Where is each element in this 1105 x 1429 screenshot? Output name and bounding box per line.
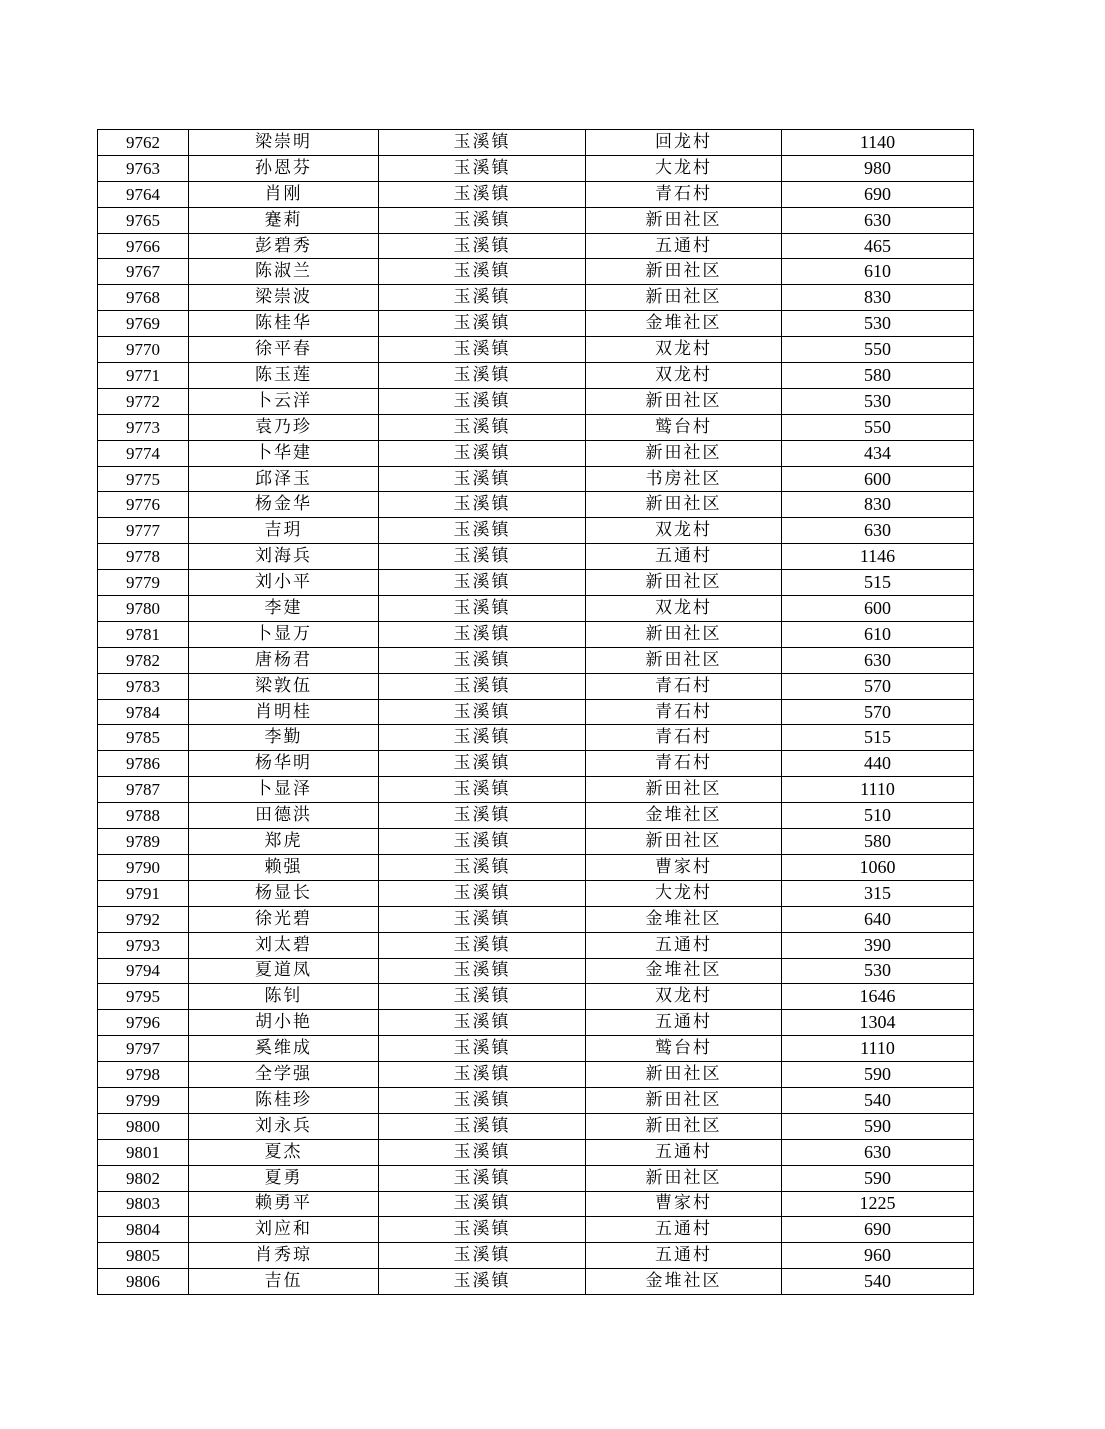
cell-amount: 590	[782, 1113, 974, 1139]
cell-name: 杨华明	[189, 751, 379, 777]
cell-number: 9771	[98, 363, 189, 389]
cell-number: 9781	[98, 621, 189, 647]
cell-number: 9803	[98, 1191, 189, 1217]
cell-village: 新田社区	[586, 829, 782, 855]
cell-amount: 580	[782, 829, 974, 855]
cell-amount: 630	[782, 1139, 974, 1165]
cell-village: 青石村	[586, 725, 782, 751]
cell-number: 9795	[98, 984, 189, 1010]
cell-name: 杨显长	[189, 880, 379, 906]
cell-name: 田德洪	[189, 803, 379, 829]
cell-village: 新田社区	[586, 1062, 782, 1088]
cell-amount: 530	[782, 311, 974, 337]
cell-name: 赖强	[189, 854, 379, 880]
cell-village: 青石村	[586, 673, 782, 699]
table-row	[98, 725, 974, 751]
cell-name: 刘永兵	[189, 1113, 379, 1139]
cell-amount: 510	[782, 803, 974, 829]
table-row	[98, 233, 974, 259]
table-row	[98, 906, 974, 932]
table-row	[98, 1036, 974, 1062]
cell-name: 奚维成	[189, 1036, 379, 1062]
cell-name: 孙恩芬	[189, 155, 379, 181]
cell-number: 9790	[98, 854, 189, 880]
cell-number: 9791	[98, 880, 189, 906]
table-row	[98, 829, 974, 855]
cell-village: 新田社区	[586, 1165, 782, 1191]
cell-amount: 570	[782, 673, 974, 699]
cell-town: 玉溪镇	[379, 181, 586, 207]
cell-town: 玉溪镇	[379, 854, 586, 880]
cell-town: 玉溪镇	[379, 958, 586, 984]
cell-amount: 530	[782, 958, 974, 984]
data-table	[97, 129, 974, 1295]
cell-town: 玉溪镇	[379, 259, 586, 285]
cell-number: 9768	[98, 285, 189, 311]
cell-name: 陈玉莲	[189, 363, 379, 389]
cell-town: 玉溪镇	[379, 155, 586, 181]
cell-town: 玉溪镇	[379, 1165, 586, 1191]
cell-town: 玉溪镇	[379, 1062, 586, 1088]
cell-name: 陈桂珍	[189, 1087, 379, 1113]
cell-village: 大龙村	[586, 155, 782, 181]
cell-village: 金堆社区	[586, 906, 782, 932]
table-row	[98, 1191, 974, 1217]
cell-village: 回龙村	[586, 130, 782, 156]
cell-town: 玉溪镇	[379, 1243, 586, 1269]
cell-number: 9794	[98, 958, 189, 984]
table-row	[98, 311, 974, 337]
table-row	[98, 1165, 974, 1191]
cell-amount: 465	[782, 233, 974, 259]
cell-amount: 580	[782, 363, 974, 389]
table-row	[98, 544, 974, 570]
cell-number: 9776	[98, 492, 189, 518]
cell-amount: 640	[782, 906, 974, 932]
cell-number: 9779	[98, 570, 189, 596]
cell-amount: 550	[782, 414, 974, 440]
cell-number: 9770	[98, 337, 189, 363]
cell-village: 新田社区	[586, 259, 782, 285]
table-row	[98, 854, 974, 880]
cell-town: 玉溪镇	[379, 285, 586, 311]
cell-name: 梁崇波	[189, 285, 379, 311]
cell-name: 卜显万	[189, 621, 379, 647]
cell-name: 邱泽玉	[189, 466, 379, 492]
table-row	[98, 181, 974, 207]
cell-amount: 610	[782, 621, 974, 647]
cell-village: 新田社区	[586, 570, 782, 596]
cell-town: 玉溪镇	[379, 492, 586, 518]
cell-town: 玉溪镇	[379, 130, 586, 156]
cell-name: 肖秀琼	[189, 1243, 379, 1269]
cell-town: 玉溪镇	[379, 725, 586, 751]
cell-amount: 1304	[782, 1010, 974, 1036]
cell-village: 新田社区	[586, 777, 782, 803]
cell-number: 9798	[98, 1062, 189, 1088]
cell-number: 9773	[98, 414, 189, 440]
cell-number: 9796	[98, 1010, 189, 1036]
cell-amount: 1060	[782, 854, 974, 880]
cell-amount: 390	[782, 932, 974, 958]
cell-amount: 690	[782, 1217, 974, 1243]
cell-amount: 590	[782, 1165, 974, 1191]
cell-name: 陈钊	[189, 984, 379, 1010]
cell-village: 青石村	[586, 751, 782, 777]
cell-town: 玉溪镇	[379, 1113, 586, 1139]
cell-village: 双龙村	[586, 337, 782, 363]
cell-amount: 1646	[782, 984, 974, 1010]
cell-village: 新田社区	[586, 1113, 782, 1139]
cell-town: 玉溪镇	[379, 207, 586, 233]
table-row	[98, 337, 974, 363]
table-row	[98, 1269, 974, 1295]
cell-amount: 980	[782, 155, 974, 181]
cell-name: 胡小艳	[189, 1010, 379, 1036]
table-row	[98, 596, 974, 622]
table-row	[98, 1113, 974, 1139]
cell-town: 玉溪镇	[379, 984, 586, 1010]
cell-village: 金堆社区	[586, 803, 782, 829]
cell-name: 梁崇明	[189, 130, 379, 156]
cell-town: 玉溪镇	[379, 1036, 586, 1062]
cell-name: 陈桂华	[189, 311, 379, 337]
cell-number: 9783	[98, 673, 189, 699]
cell-town: 玉溪镇	[379, 440, 586, 466]
cell-number: 9792	[98, 906, 189, 932]
cell-number: 9764	[98, 181, 189, 207]
table-row	[98, 984, 974, 1010]
cell-village: 五通村	[586, 233, 782, 259]
cell-number: 9802	[98, 1165, 189, 1191]
cell-village: 青石村	[586, 699, 782, 725]
cell-name: 全学强	[189, 1062, 379, 1088]
cell-number: 9805	[98, 1243, 189, 1269]
cell-name: 李勤	[189, 725, 379, 751]
cell-amount: 434	[782, 440, 974, 466]
cell-name: 夏道凤	[189, 958, 379, 984]
table-row	[98, 570, 974, 596]
cell-amount: 960	[782, 1243, 974, 1269]
cell-town: 玉溪镇	[379, 388, 586, 414]
cell-amount: 1140	[782, 130, 974, 156]
cell-town: 玉溪镇	[379, 466, 586, 492]
cell-village: 五通村	[586, 1243, 782, 1269]
cell-village: 书房社区	[586, 466, 782, 492]
cell-name: 刘海兵	[189, 544, 379, 570]
table-row	[98, 130, 974, 156]
cell-town: 玉溪镇	[379, 1087, 586, 1113]
cell-name: 郑虎	[189, 829, 379, 855]
cell-name: 刘应和	[189, 1217, 379, 1243]
cell-amount: 610	[782, 259, 974, 285]
cell-amount: 830	[782, 285, 974, 311]
table-row	[98, 1010, 974, 1036]
cell-name: 杨金华	[189, 492, 379, 518]
cell-amount: 690	[782, 181, 974, 207]
cell-town: 玉溪镇	[379, 803, 586, 829]
table-row	[98, 207, 974, 233]
cell-amount: 570	[782, 699, 974, 725]
cell-amount: 440	[782, 751, 974, 777]
cell-name: 卜显泽	[189, 777, 379, 803]
cell-number: 9801	[98, 1139, 189, 1165]
cell-village: 青石村	[586, 181, 782, 207]
cell-town: 玉溪镇	[379, 647, 586, 673]
cell-town: 玉溪镇	[379, 880, 586, 906]
cell-town: 玉溪镇	[379, 1010, 586, 1036]
cell-name: 肖刚	[189, 181, 379, 207]
table-row	[98, 777, 974, 803]
cell-amount: 600	[782, 596, 974, 622]
cell-town: 玉溪镇	[379, 932, 586, 958]
cell-village: 五通村	[586, 1010, 782, 1036]
cell-name: 唐杨君	[189, 647, 379, 673]
cell-name: 刘小平	[189, 570, 379, 596]
cell-village: 双龙村	[586, 984, 782, 1010]
cell-number: 9777	[98, 518, 189, 544]
cell-amount: 630	[782, 207, 974, 233]
table-row	[98, 1139, 974, 1165]
cell-village: 新田社区	[586, 492, 782, 518]
table-row	[98, 803, 974, 829]
cell-name: 夏杰	[189, 1139, 379, 1165]
cell-village: 曹家村	[586, 1191, 782, 1217]
cell-name: 肖明桂	[189, 699, 379, 725]
cell-amount: 630	[782, 647, 974, 673]
cell-amount: 590	[782, 1062, 974, 1088]
table-row	[98, 699, 974, 725]
table-row	[98, 259, 974, 285]
table-row	[98, 958, 974, 984]
table-row	[98, 1217, 974, 1243]
cell-amount: 1146	[782, 544, 974, 570]
cell-town: 玉溪镇	[379, 1139, 586, 1165]
cell-village: 五通村	[586, 544, 782, 570]
cell-town: 玉溪镇	[379, 414, 586, 440]
cell-village: 双龙村	[586, 363, 782, 389]
cell-name: 赖勇平	[189, 1191, 379, 1217]
cell-name: 吉玥	[189, 518, 379, 544]
cell-number: 9793	[98, 932, 189, 958]
cell-name: 刘太碧	[189, 932, 379, 958]
cell-town: 玉溪镇	[379, 363, 586, 389]
cell-number: 9806	[98, 1269, 189, 1295]
cell-town: 玉溪镇	[379, 311, 586, 337]
cell-village: 五通村	[586, 932, 782, 958]
cell-village: 新田社区	[586, 1087, 782, 1113]
table-row	[98, 466, 974, 492]
cell-village: 金堆社区	[586, 311, 782, 337]
cell-name: 李建	[189, 596, 379, 622]
table-body	[98, 130, 974, 1295]
cell-village: 鹫台村	[586, 1036, 782, 1062]
cell-name: 徐平春	[189, 337, 379, 363]
cell-number: 9766	[98, 233, 189, 259]
table-row	[98, 647, 974, 673]
cell-number: 9763	[98, 155, 189, 181]
cell-town: 玉溪镇	[379, 777, 586, 803]
cell-village: 鹫台村	[586, 414, 782, 440]
table-row	[98, 751, 974, 777]
table-row	[98, 388, 974, 414]
cell-name: 袁乃珍	[189, 414, 379, 440]
cell-name: 陈淑兰	[189, 259, 379, 285]
cell-number: 9762	[98, 130, 189, 156]
cell-name: 夏勇	[189, 1165, 379, 1191]
cell-amount: 630	[782, 518, 974, 544]
cell-number: 9799	[98, 1087, 189, 1113]
cell-town: 玉溪镇	[379, 673, 586, 699]
cell-town: 玉溪镇	[379, 518, 586, 544]
cell-number: 9774	[98, 440, 189, 466]
table-row	[98, 492, 974, 518]
cell-amount: 1110	[782, 1036, 974, 1062]
cell-town: 玉溪镇	[379, 544, 586, 570]
table-row	[98, 440, 974, 466]
cell-number: 9789	[98, 829, 189, 855]
cell-name: 梁敦伍	[189, 673, 379, 699]
table-row	[98, 155, 974, 181]
cell-name: 卜华建	[189, 440, 379, 466]
cell-number: 9784	[98, 699, 189, 725]
cell-village: 双龙村	[586, 518, 782, 544]
cell-town: 玉溪镇	[379, 829, 586, 855]
cell-number: 9772	[98, 388, 189, 414]
cell-amount: 540	[782, 1087, 974, 1113]
table-row	[98, 518, 974, 544]
cell-village: 新田社区	[586, 207, 782, 233]
cell-town: 玉溪镇	[379, 1217, 586, 1243]
cell-town: 玉溪镇	[379, 699, 586, 725]
cell-town: 玉溪镇	[379, 1191, 586, 1217]
cell-village: 五通村	[586, 1139, 782, 1165]
cell-town: 玉溪镇	[379, 906, 586, 932]
cell-number: 9775	[98, 466, 189, 492]
cell-town: 玉溪镇	[379, 570, 586, 596]
cell-village: 新田社区	[586, 621, 782, 647]
cell-town: 玉溪镇	[379, 1269, 586, 1295]
cell-amount: 530	[782, 388, 974, 414]
cell-number: 9780	[98, 596, 189, 622]
cell-amount: 1225	[782, 1191, 974, 1217]
cell-village: 新田社区	[586, 388, 782, 414]
cell-amount: 550	[782, 337, 974, 363]
cell-number: 9800	[98, 1113, 189, 1139]
cell-number: 9804	[98, 1217, 189, 1243]
cell-village: 新田社区	[586, 285, 782, 311]
cell-number: 9785	[98, 725, 189, 751]
cell-amount: 540	[782, 1269, 974, 1295]
table-row	[98, 363, 974, 389]
table-row	[98, 621, 974, 647]
table-row	[98, 285, 974, 311]
cell-number: 9788	[98, 803, 189, 829]
cell-amount: 830	[782, 492, 974, 518]
table-row	[98, 414, 974, 440]
cell-village: 新田社区	[586, 440, 782, 466]
cell-village: 曹家村	[586, 854, 782, 880]
cell-number: 9767	[98, 259, 189, 285]
table-row	[98, 932, 974, 958]
cell-village: 金堆社区	[586, 958, 782, 984]
cell-amount: 515	[782, 725, 974, 751]
cell-village: 双龙村	[586, 596, 782, 622]
cell-name: 彭碧秀	[189, 233, 379, 259]
cell-number: 9782	[98, 647, 189, 673]
cell-amount: 1110	[782, 777, 974, 803]
cell-name: 蹇莉	[189, 207, 379, 233]
cell-village: 新田社区	[586, 647, 782, 673]
table-row	[98, 1087, 974, 1113]
cell-town: 玉溪镇	[379, 337, 586, 363]
cell-number: 9797	[98, 1036, 189, 1062]
table-row	[98, 673, 974, 699]
table-row	[98, 1062, 974, 1088]
cell-name: 徐光碧	[189, 906, 379, 932]
table-row	[98, 1243, 974, 1269]
cell-number: 9769	[98, 311, 189, 337]
cell-amount: 600	[782, 466, 974, 492]
cell-town: 玉溪镇	[379, 751, 586, 777]
cell-number: 9786	[98, 751, 189, 777]
cell-number: 9787	[98, 777, 189, 803]
cell-amount: 515	[782, 570, 974, 596]
cell-village: 金堆社区	[586, 1269, 782, 1295]
cell-number: 9765	[98, 207, 189, 233]
cell-amount: 315	[782, 880, 974, 906]
table-row	[98, 880, 974, 906]
cell-name: 卜云洋	[189, 388, 379, 414]
cell-village: 五通村	[586, 1217, 782, 1243]
cell-town: 玉溪镇	[379, 621, 586, 647]
cell-number: 9778	[98, 544, 189, 570]
cell-town: 玉溪镇	[379, 596, 586, 622]
cell-name: 吉伍	[189, 1269, 379, 1295]
cell-town: 玉溪镇	[379, 233, 586, 259]
cell-village: 大龙村	[586, 880, 782, 906]
